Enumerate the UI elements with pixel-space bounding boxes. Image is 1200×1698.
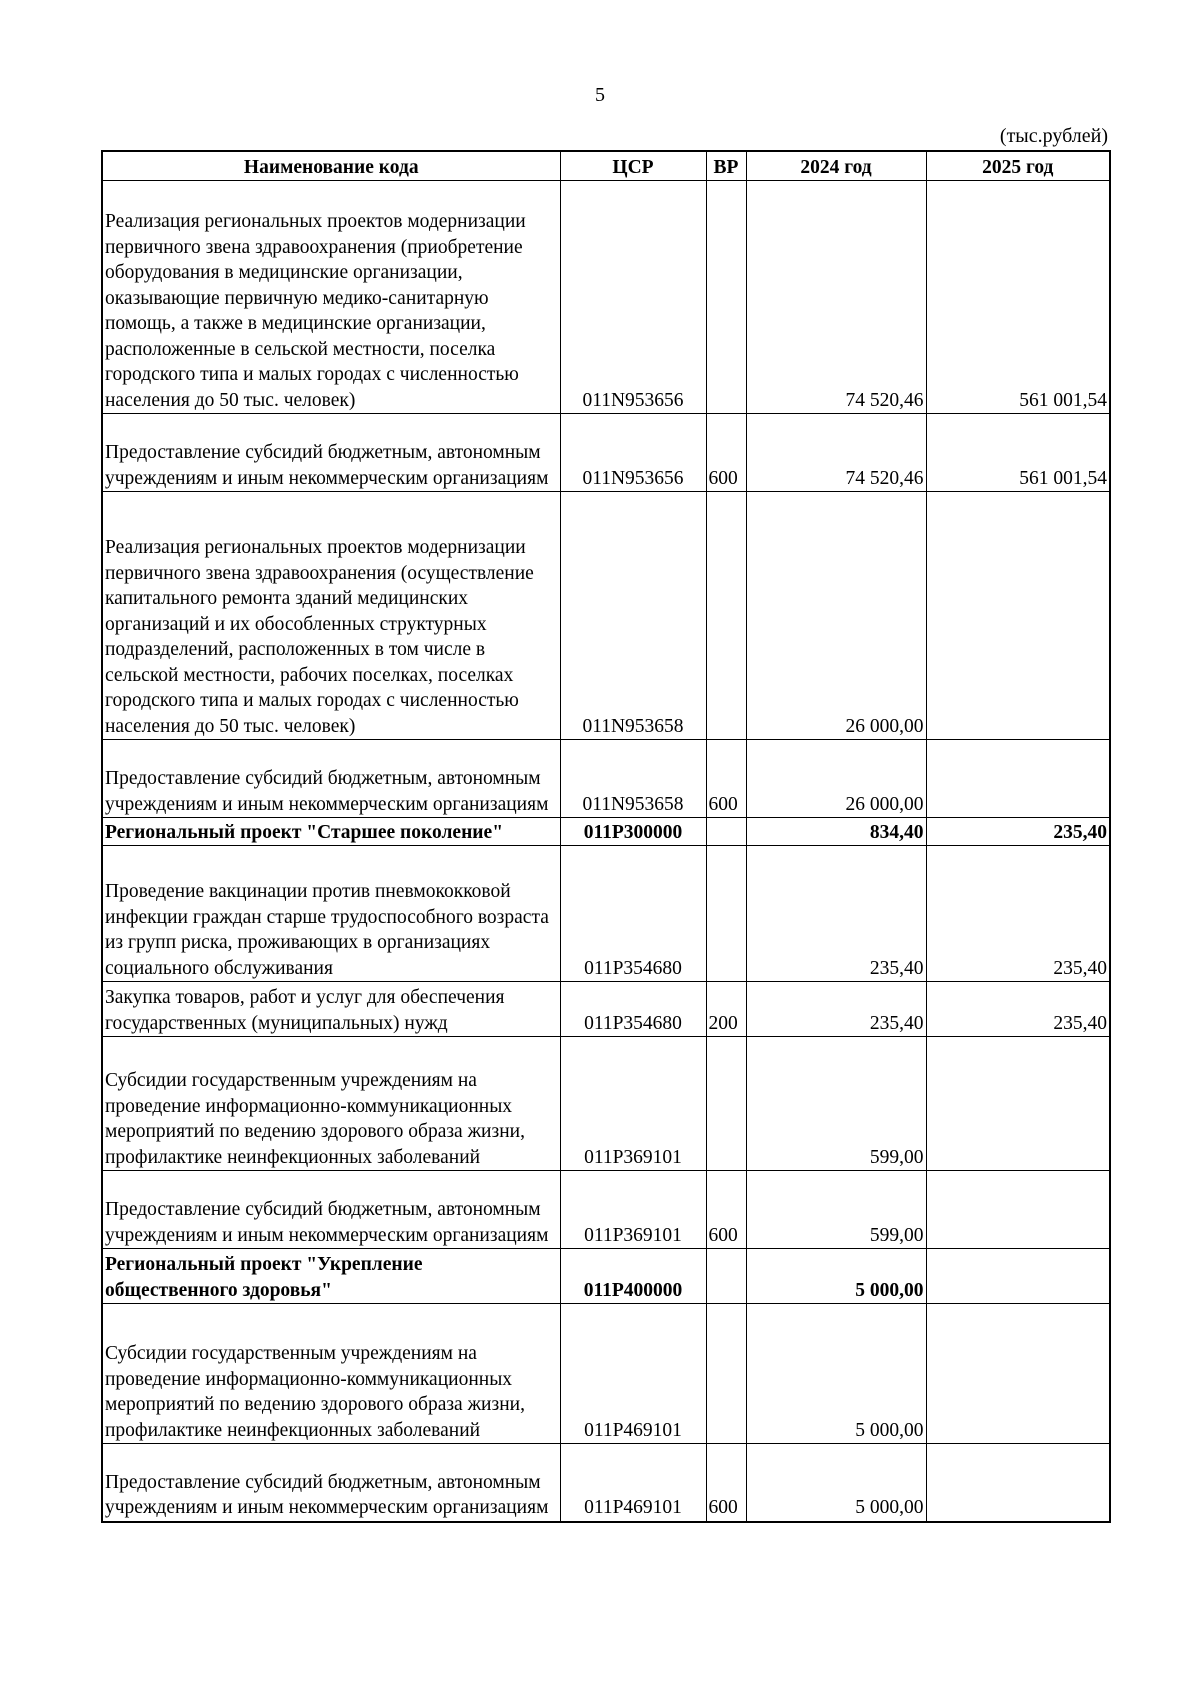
header-2025: 2025 год (926, 151, 1110, 181)
header-name: Наименование кода (102, 151, 560, 181)
table-row (102, 740, 1110, 818)
row-name: Предоставление субсидий бюджетным, автономным учреждениям и иным некоммерческим организациям (102, 1444, 560, 1522)
row-2025 (926, 1171, 1110, 1249)
table-row (102, 492, 1110, 740)
row-name: Предоставление субсидий бюджетным, автономным учреждениям и иным некоммерческим организациям (102, 1171, 560, 1249)
row-2025: 235,40 (926, 982, 1110, 1037)
row-2024: 235,40 (746, 982, 926, 1037)
row-name: Предоставление субсидий бюджетным, автономным учреждениям и иным некоммерческим организациям (102, 740, 560, 818)
row-vr: 600 (706, 414, 746, 492)
row-csr: 011P354680 (560, 846, 706, 982)
row-2024: 5 000,00 (746, 1304, 926, 1444)
row-2024: 834,40 (746, 818, 926, 846)
table-row (102, 1304, 1110, 1444)
row-csr: 011P354680 (560, 982, 706, 1037)
row-csr: 011N953656 (560, 181, 706, 414)
row-vr: 600 (706, 740, 746, 818)
row-csr: 011N953658 (560, 740, 706, 818)
row-2025: 235,40 (926, 846, 1110, 982)
table-row (102, 1171, 1110, 1249)
row-vr (706, 1249, 746, 1304)
budget-table (101, 150, 1111, 1523)
row-csr: 011N953656 (560, 414, 706, 492)
row-vr: 600 (706, 1444, 746, 1522)
row-2025 (926, 1249, 1110, 1304)
table-header-row (102, 151, 1110, 181)
row-2024: 26 000,00 (746, 740, 926, 818)
table-row (102, 982, 1110, 1037)
row-2024: 5 000,00 (746, 1444, 926, 1522)
row-name: Реализация региональных проектов модернизации первичного звена здравоохранения (приобретение оборудования в медицинские организации, оказывающие первичную медико-санитарную помощь, а также в медицинские организации, расположенные в сельской местности, поселка городского типа и малых городах с численностью населения до 50 тыс. человек) (102, 181, 560, 414)
row-2024: 74 520,46 (746, 181, 926, 414)
row-2025 (926, 492, 1110, 740)
table-row (102, 1037, 1110, 1171)
row-2024: 5 000,00 (746, 1249, 926, 1304)
row-vr (706, 1037, 746, 1171)
row-name: Предоставление субсидий бюджетным, автономным учреждениям и иным некоммерческим организациям (102, 414, 560, 492)
row-name: Субсидии государственным учреждениям на проведение информационно-коммуникационных мероприятий по ведению здорового образа жизни, профилактике неинфекционных заболеваний (102, 1304, 560, 1444)
row-2024: 74 520,46 (746, 414, 926, 492)
row-name: Проведение вакцинации против пневмококковой инфекции граждан старше трудоспособного возраста из групп риска, проживающих в организациях социального обслуживания (102, 846, 560, 982)
table-row (102, 414, 1110, 492)
row-2025 (926, 1444, 1110, 1522)
header-2024: 2024 год (746, 151, 926, 181)
row-vr: 200 (706, 982, 746, 1037)
row-vr (706, 846, 746, 982)
page-number: 5 (595, 84, 605, 106)
table-row (102, 846, 1110, 982)
row-name: Реализация региональных проектов модернизации первичного звена здравоохранения (осуществление капитального ремонта зданий медицинских организаций и их обособленных структурных подразделений, расположенных в том числе в сельской местности, рабочих поселках, поселках городского типа и малых городах с численностью населения до 50 тыс. человек) (102, 492, 560, 740)
row-2024: 599,00 (746, 1171, 926, 1249)
header-csr: ЦСР (560, 151, 706, 181)
row-2025: 235,40 (926, 818, 1110, 846)
table-row-project (102, 818, 1110, 846)
row-vr: 600 (706, 1171, 746, 1249)
row-name: Субсидии государственным учреждениям на проведение информационно-коммуникационных мероприятий по ведению здорового образа жизни, профилактике неинфекционных заболеваний (102, 1037, 560, 1171)
row-2025: 561 001,54 (926, 181, 1110, 414)
row-csr: 011P469101 (560, 1444, 706, 1522)
row-csr: 011N953658 (560, 492, 706, 740)
row-csr: 011P369101 (560, 1037, 706, 1171)
row-2025 (926, 1304, 1110, 1444)
row-2025 (926, 1037, 1110, 1171)
table-row-project (102, 1249, 1110, 1304)
row-vr (706, 818, 746, 846)
row-2025 (926, 740, 1110, 818)
row-vr (706, 1304, 746, 1444)
row-csr: 011P369101 (560, 1171, 706, 1249)
row-name: Региональный проект "Старшее поколение" (102, 818, 560, 846)
header-vr: ВР (706, 151, 746, 181)
row-vr (706, 181, 746, 414)
row-vr (706, 492, 746, 740)
row-2025: 561 001,54 (926, 414, 1110, 492)
row-csr: 011P469101 (560, 1304, 706, 1444)
row-csr: 011P300000 (560, 818, 706, 846)
row-2024: 26 000,00 (746, 492, 926, 740)
table-row (102, 1444, 1110, 1522)
row-name: Закупка товаров, работ и услуг для обеспечения государственных (муниципальных) нужд (102, 982, 560, 1037)
units-label: (тыс.рублей) (999, 125, 1108, 147)
row-2024: 599,00 (746, 1037, 926, 1171)
row-name: Региональный проект "Укрепление общественного здоровья" (102, 1249, 560, 1304)
row-2024: 235,40 (746, 846, 926, 982)
row-csr: 011P400000 (560, 1249, 706, 1304)
table-row (102, 181, 1110, 414)
